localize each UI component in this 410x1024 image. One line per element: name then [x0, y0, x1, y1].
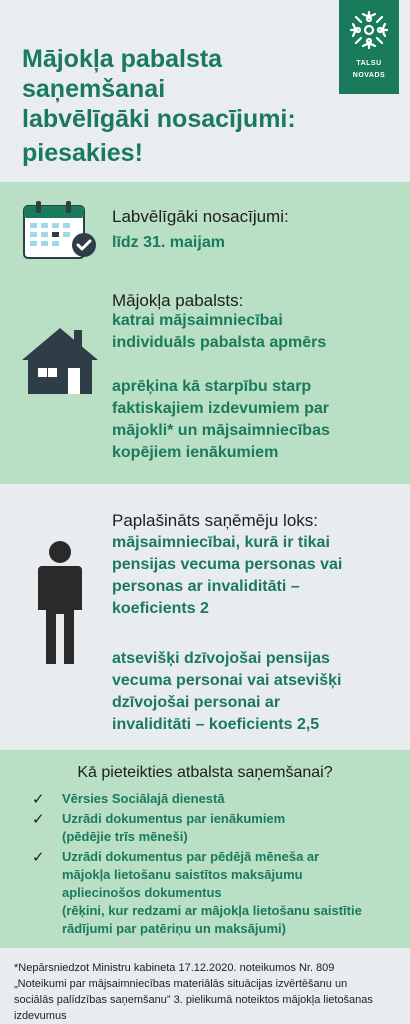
house-icon [22, 326, 98, 399]
snowflake-logo-icon [347, 8, 391, 52]
footnote-line: *Nepārsniedzot Ministru kabineta 17.12.2020. noteikumos Nr. 809 [14, 962, 335, 974]
page-title [22, 44, 352, 168]
title-line: labvēlīgāki nosacījumi: [22, 105, 296, 133]
text-line: personas ar invaliditāti – [112, 578, 300, 595]
steps-list [32, 790, 392, 940]
section1-label: Labvēlīgāki nosacījumi: [112, 207, 289, 226]
text-line: pensijas vecuma personas vai [112, 556, 343, 573]
text-line: mājsaimniecībai, kurā ir tikai [112, 534, 330, 551]
footnote-line: sociālās palīdzības saņemšanu” 3. pielikumā noteiktos mājokļa lietošanas [14, 994, 373, 1006]
step-line: Uzrādi dokumentus par pēdējā mēneša ar [62, 849, 320, 864]
title-line: Mājokļa pabalsta [22, 45, 223, 73]
talsu-novads-logo [339, 0, 399, 94]
text-line: aprēķina kā starpību starp [112, 378, 312, 395]
footnote-line: „Noteikumi par mājsaimniecības materiālās situācijas izvērtēšanu un [14, 978, 348, 990]
logo-text-line1: TALSU [356, 60, 382, 67]
logo-text-line2: NOVADS [352, 72, 386, 79]
footnote-line: izdevumus [14, 1010, 67, 1022]
how-to-apply-title: Kā pieteikties atbalsta saņemšanai? [77, 764, 333, 781]
text-line: invaliditāti – koeficients 2,5 [112, 716, 320, 733]
list-item [32, 790, 392, 808]
deadline-date: līdz 31. maijam [112, 234, 225, 251]
text-line: vecuma personai vai atsevišķi [112, 672, 342, 689]
list-item [32, 810, 392, 846]
person-icon [38, 540, 82, 669]
section2-para1 [112, 310, 402, 354]
step-line: Uzrādi dokumentus par ienākumiem [62, 811, 286, 826]
checkmark-icon: ✓ [32, 791, 45, 808]
title-line: piesakies! [22, 139, 143, 167]
text-line: dzīvojošai personai ar [112, 694, 281, 711]
step-line: apliecinošos dokumentus [62, 885, 222, 900]
title-line: saņemšanai [22, 75, 166, 103]
text-line: katrai mājsaimniecībai [112, 312, 283, 329]
calendar-check-icon [22, 200, 98, 267]
step-line: mājokļa lietošanu saistītos maksājumu [62, 867, 303, 882]
header [0, 0, 410, 182]
section2-label: Mājokļa pabalsts: [112, 291, 244, 310]
step-line: Vērsies Sociālajā dienestā [62, 791, 225, 806]
text-line: koeficients 2 [112, 600, 209, 617]
checkmark-icon: ✓ [32, 811, 45, 828]
footnote [14, 960, 400, 1024]
step-line: (rēķini, kur redzami ar mājokļa lietošanu saistītie [62, 903, 362, 918]
text-line: faktiskajiem izdevumiem par [112, 400, 329, 417]
text-line: mājokli* un mājsaimniecības [112, 422, 330, 439]
section3-label: Paplašināts saņēmēju loks: [112, 511, 319, 530]
step-line: (pēdējie trīs mēneši) [62, 829, 188, 844]
checkmark-icon: ✓ [32, 849, 45, 866]
text-line: atsevišķi dzīvojošai pensijas [112, 650, 330, 667]
section3-para2 [112, 648, 404, 736]
list-item [32, 848, 392, 938]
text-line: individuāls pabalsta apmērs [112, 334, 327, 351]
section2-para2 [112, 376, 410, 464]
section3-para1 [112, 532, 404, 620]
text-line: kopējiem ienākumiem [112, 444, 279, 461]
step-line: rādījumi par patēriņu un maksājumi) [62, 921, 286, 936]
